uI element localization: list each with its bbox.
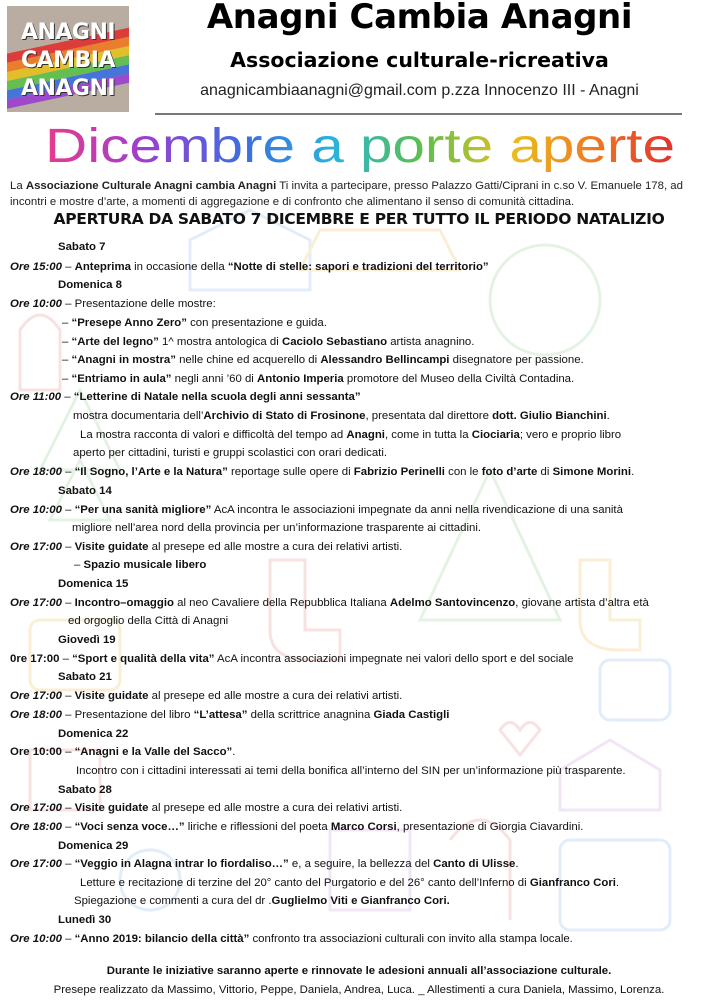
event-text: 1^ mostra antologica di [158,336,282,348]
association-logo [7,6,129,112]
event-time: Ore 17:00 [10,858,62,870]
event-text: – [62,354,72,366]
event-text: – [61,858,75,870]
event-text: . [606,410,610,422]
day-heading: Sabato 7 [58,241,106,253]
event-detail [73,409,610,423]
event-text: – [61,504,75,516]
event-text: “Per una sanità migliore” [74,504,212,516]
event-text: – [61,821,75,833]
event-text: , giovane artista d’altra età [515,597,649,609]
event-text: Marco Corsi [330,821,397,833]
header-subtitle: Associazione culturale-ricreativa [230,48,609,72]
event-text: AcA incontra le associazioni impegnate da anni nella rivendicazione di una sanità [211,504,623,516]
event-text: – [74,559,84,571]
exhibit-line [62,353,584,367]
event-time: Ore 10:00 [10,504,62,516]
event-time: Ore 11:00 [10,391,62,403]
event-text: “Arte del legno” [71,336,159,348]
event-text: – Presentazione delle mostre: [61,298,216,310]
event-detail [80,428,621,442]
logo-word-2: CAMBIA [20,48,116,73]
event-time: Ore 17:00 [10,802,62,814]
event-text: confronto tra associazioni culturali con invito alla stampa locale. [249,933,573,945]
event-detail [80,876,619,890]
event-text: “Il Sogno, l’Arte e la Natura” [74,466,228,478]
membership-note: Durante le iniziative saranno aperte e rinnovate le adesioni annuali all’associazione culturale. [106,965,612,977]
event-text: Guglielmo Viti e Gianfranco Cori. [271,895,450,907]
banner-text: Dicembre a porte aperte [45,120,675,173]
event-text: . [631,466,635,478]
event-text: , come in tutta la [384,429,472,441]
event-time: Ore 10:00 [10,933,62,945]
event-line [10,857,519,871]
event-text: – [59,653,73,665]
event-text: della scrittrice anagnina [247,709,374,721]
event-line [10,932,573,946]
event-text: con le [444,466,482,478]
event-text: disegnatore per passione. [449,354,584,366]
event-line [10,689,402,703]
event-text: al presepe ed alle mostre a cura dei relativi artisti. [148,541,403,553]
event-text: “Notte di stelle: sapori e tradizioni del territorio” [227,261,489,273]
event-text: 0re 17:00 [10,653,60,665]
event-text: Ciociaria [471,429,520,441]
day-heading: Domenica 8 [58,279,122,291]
event-text: reportage sulle opere di [227,466,354,478]
day-heading: Domenica 29 [58,840,129,852]
event-text: Incontro–omaggio [74,597,174,609]
event-text: “Letterine di Natale nella scuola degli anni sessanta” [73,391,361,403]
header-contact: anagnicambiaanagni@gmail.com p.zza Innocenzo III - Anagni [200,82,639,99]
event-line [10,390,361,404]
event-text: AcA incontra associazioni impegnate nei valori dello sport e del sociale [214,653,574,665]
event-text: negli anni ’60 di [171,373,258,385]
event-text: – [61,933,75,945]
event-time: Ore 10:00 [10,298,62,310]
event-text: – [61,802,75,814]
event-text: Anteprima [74,261,131,273]
exhibit-line [62,372,574,386]
event-text: artista anagnino. [387,336,475,348]
intro-text-2: Ti invita a partecipare, presso Palazzo Gatti/Ciprani in c.so V. Emanuele 178, ad incontri e mostre d’arte, a momenti di aggregazione e di confronto che alimentano il senso di comunità cittadina. [10,180,683,208]
intro-text-1: La [10,180,26,192]
event-text: liriche e riflessioni del poeta [184,821,331,833]
event-text: . [615,877,620,889]
exhibit-line [62,335,474,349]
opening-headline: APERTURA DA SABATO 7 DICEMBRE E PER TUTTO IL PERIODO NATALIZIO [53,210,665,228]
event-text: Spiegazione e commenti a cura del dr . [74,895,272,907]
event-text: – [61,466,75,478]
event-text: “Sport e qualità della vita” [72,653,215,665]
event-line [10,652,574,666]
day-heading: Sabato 21 [58,671,112,683]
event-text: “Voci senza voce…” [74,821,185,833]
event-detail: migliore nell’area nord della provincia per un’informazione trasparente ai cittadini. [72,522,482,534]
event-line [10,801,402,815]
event-text: nelle chine ed acquerello di [175,354,321,366]
event-line [10,708,449,722]
event-time: Ore 17:00 [10,690,62,702]
event-line [10,745,235,759]
header-title: Anagni Cambia Anagni [206,0,633,37]
event-detail: Incontro con i cittadini interessati ai temi della bonifica all’interno del SIN per un’informazione più trasparente. [76,765,626,777]
event-text: “Anno 2019: bilancio della città” [74,933,250,945]
event-text: Alessandro Bellincampi [320,354,450,366]
event-text: Adelmo Santovincenzo [389,597,516,609]
event-text: – [61,597,75,609]
event-text: , presentata dal direttore [365,410,493,422]
event-text: mostra documentaria dell’ [73,410,204,422]
event-line [10,260,489,274]
event-text: . [515,858,519,870]
exhibit-line [62,316,327,330]
intro-paragraph [10,178,710,210]
event-text: foto d’arte [481,466,538,478]
event-text: Gianfranco Cori [529,877,616,889]
event-text: Ore 10:00 [10,746,62,758]
event-text: – [61,746,75,758]
event-text: dott. Giulio Bianchini [492,410,607,422]
event-line [10,540,402,554]
event-text: Simone Morini [552,466,632,478]
event-text: La mostra racconta di valori e difficoltà del tempo ad [80,429,347,441]
event-text: – [62,373,72,385]
event-text: Spazio musicale libero [83,559,207,571]
event-text: di [537,466,553,478]
event-text: ; vero e proprio libro [519,429,622,441]
day-heading: Sabato 28 [58,784,112,796]
event-time: Ore 17:00 [10,541,62,553]
event-text: “L’attesa” [193,709,248,721]
event-text: Antonio Imperia [257,373,344,385]
event-line [10,465,634,479]
event-text: in occasione della [130,261,228,273]
event-text: al presepe ed alle mostre a cura dei relativi artisti. [148,802,403,814]
event-text: – [61,541,75,553]
event-text: Letture e recitazione di terzine del 20° canto del Purgatorio e del 26° canto dell’Inferno di [80,877,530,889]
event-line [10,297,216,311]
event-text: e, a seguire, la bellezza del [288,858,434,870]
event-time: Ore 18:00 [10,466,62,478]
event-line [10,596,649,610]
event-text: – Presentazione del libro [61,709,194,721]
credits-note: Presepe realizzato da Massimo, Vittorio, Peppe, Daniela, Andrea, Luca. _ Allestimenti a cura Daniela, Massimo, Lorenza. [53,984,665,996]
event-line [10,820,583,834]
event-detail [74,894,450,908]
event-text: al neo Cavaliere della Repubblica Italiana [173,597,390,609]
event-text: Caciolo Sebastiano [281,336,388,348]
event-text: promotore del Museo della Civiltà Contadina. [343,373,575,385]
event-text: – [61,391,74,403]
event-time: Ore 18:00 [10,821,62,833]
intro-association: Associazione Culturale Anagni cambia Anagni [25,180,277,192]
day-heading: Domenica 22 [58,728,129,740]
event-text: Visite guidate [74,690,149,702]
event-text: “Anagni e la Valle del Sacco” [74,746,233,758]
event-text: , presentazione di Giorgia Ciavardini. [396,821,584,833]
event-text: – [62,317,72,329]
event-text: con presentazione e guida. [186,317,327,329]
event-text: Anagni [346,429,385,441]
event-text: Giada Castigli [373,709,450,721]
event-detail [74,558,206,572]
day-heading: Giovedì 19 [58,634,116,646]
event-text: – [61,261,75,273]
event-text: “Presepe Anno Zero” [71,317,187,329]
event-text: Fabrizio Perinelli [353,466,445,478]
event-time: Ore 18:00 [10,709,62,721]
event-time: Ore 17:00 [10,597,62,609]
event-detail: ed orgoglio della Città di Anagni [68,615,229,627]
event-text: Visite guidate [74,802,149,814]
event-text: “Anagni in mostra” [71,354,176,366]
event-text: “Entriamo in aula” [71,373,172,385]
day-heading: Sabato 14 [58,485,112,497]
event-text: Archivio di Stato di Frosinone [203,410,366,422]
logo-word-3: ANAGNI [20,76,116,101]
header-divider [155,113,682,115]
event-time: Ore 15:00 [10,261,62,273]
event-line [10,503,623,517]
day-heading: Domenica 15 [58,578,129,590]
event-text: Visite guidate [74,541,149,553]
day-heading: Lunedì 30 [58,914,112,926]
event-text: – [61,690,75,702]
event-text: “Veggio in Alagna intrar lo fiordaliso…” [74,858,289,870]
event-text: Canto di Ulisse [433,858,516,870]
event-detail: aperto per cittadini, turisti e gruppi scolastici con orari dedicati. [73,447,388,459]
event-text: al presepe ed alle mostre a cura dei relativi artisti. [148,690,403,702]
event-text: . [232,746,236,758]
banner-title [40,118,680,174]
event-text: – [62,336,72,348]
logo-word-1: ANAGNI [20,20,116,45]
